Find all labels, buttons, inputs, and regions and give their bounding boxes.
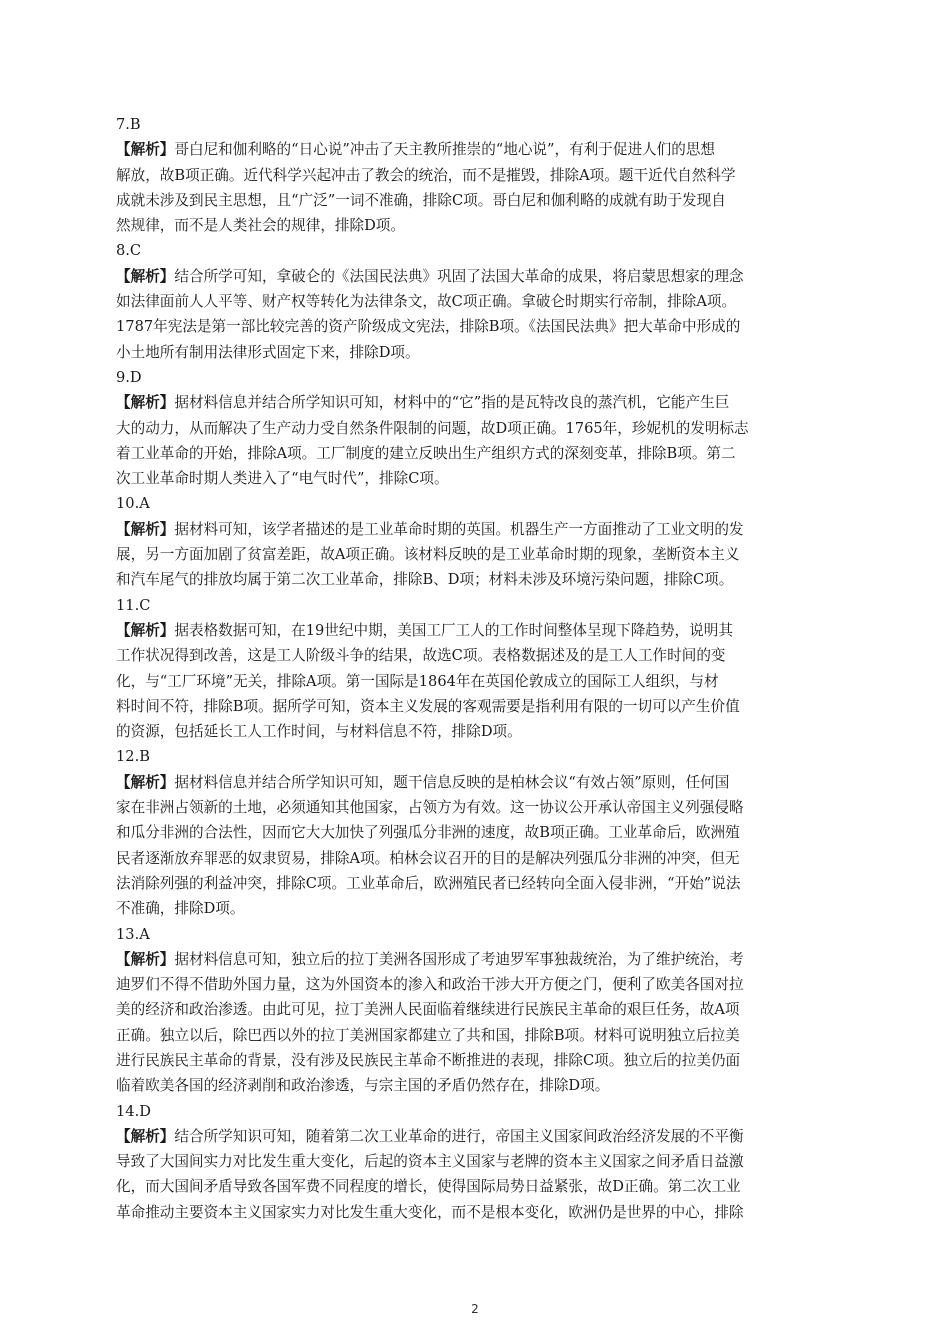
- question-block: [116, 112, 842, 238]
- explanation-first-line: [116, 770, 842, 795]
- explanation-label: 【解析】: [116, 267, 175, 285]
- explanation-line: 如法律面前人人平等、财产权等转化为法律条文，故C项正确。拿破仑时期实行帝制，排除A项。: [116, 293, 737, 311]
- explanation-label: 【解析】: [116, 621, 175, 639]
- explanation-line: 导致了大国间实力对比发生重大变化，后起的资本主义国家与老牌的资本主义国家之间矛盾日益激: [116, 1153, 744, 1171]
- question-block: [116, 238, 842, 364]
- explanation-text: 据材料信息并结合所学知识可知，材料中的“它”指的是瓦特改良的蒸汽机，它能产生巨: [174, 394, 730, 412]
- explanation-line: 的资源，包括延长工人工作时间，与材料信息不符，排除D项。: [116, 723, 522, 741]
- question-block: [116, 744, 842, 921]
- explanation-line: 展，另一方面加剧了贫富差距，故A项正确。该材料反映的是工业革命时期的现象，垄断资本主义: [116, 546, 740, 564]
- explanation-line: 次工业革命时期人类进入了“电气时代”，排除C项。: [116, 470, 449, 488]
- explanation-text: 据材料信息并结合所学知识可知，题干信息反映的是柏林会议“有效占领”原则，任何国: [174, 773, 730, 791]
- explanation-line: 解放，故B项正确。近代科学兴起冲击了教会的统治，而不是摧毁，排除A项。题干近代自然科学: [116, 166, 736, 184]
- page-number: 2: [471, 1302, 479, 1316]
- answer-key: 12.B: [116, 748, 150, 766]
- explanation-line: 小土地所有制用法律形式固定下来，排除D项。: [116, 343, 420, 361]
- explanation-label: 【解析】: [116, 950, 175, 968]
- explanation-line: 法消除列强的利益冲突，排除C项。工业革命后，欧洲殖民者已经转向全面入侵非洲，“开始”说法: [116, 874, 741, 892]
- question-block: [116, 593, 842, 745]
- answer-key: 9.D: [116, 368, 142, 386]
- explanation-label: 【解析】: [116, 394, 175, 412]
- explanation-text: 据表格数据可知，在19世纪中期，美国工厂工人的工作时间整体呈现下降趋势，说明其: [174, 621, 733, 639]
- explanation-text: 结合所学可知，拿破仑的《法国民法典》巩固了法国大革命的成果，将启蒙思想家的理念: [174, 267, 744, 285]
- explanation-first-line: [116, 390, 842, 415]
- explanation-label: 【解析】: [116, 1127, 175, 1145]
- explanation-label: 【解析】: [116, 773, 175, 791]
- explanation-line: 着工业革命的开始，排除A项。工厂制度的建立反映出生产组织方式的深刻变革，排除B项。第二: [116, 444, 736, 462]
- explanation-line: 迪罗们不得不借助外国力量，这为外国资本的渗入和政治干涉大开方便之门，便利了欧美各国对拉: [116, 976, 744, 994]
- explanation-text: 结合所学知识可知，随着第二次工业革命的进行，帝国主义国家间政治经济发展的不平衡: [174, 1127, 744, 1145]
- explanation-line: 化，而大国间矛盾导致各国军费不同程度的增长，使得国际局势日益紧张，故D正确。第二次工业: [116, 1178, 741, 1196]
- explanation-first-line: [116, 1124, 842, 1149]
- explanation-line: 大的动力，从而解决了生产动力受自然条件限制的问题，故D项正确。1765年，珍妮机的发明标志: [116, 419, 749, 437]
- explanation-line: 美的经济和政治渗透。由此可见，拉丁美洲人民面临着继续进行民族民主革命的艰巨任务，故A项: [116, 1001, 740, 1019]
- explanation-line: 民者逐渐放弃罪恶的奴隶贸易，排除A项。柏林会议召开的目的是解决列强瓜分非洲的冲突，但无: [116, 849, 740, 867]
- explanation-first-line: [116, 517, 842, 542]
- answer-key: 11.C: [116, 596, 151, 614]
- explanation-text: 哥白尼和伽利略的“日心说”冲击了天主教所推崇的“地心说”，有利于促进人们的思想: [174, 141, 716, 159]
- question-block: [116, 491, 842, 592]
- explanation-line: 正确。独立以后，除巴西以外的拉丁美洲国家都建立了共和国，排除B项。材料可说明独立后拉美: [116, 1026, 740, 1044]
- answer-explanations: [116, 112, 842, 1225]
- answer-key: 13.A: [116, 925, 150, 943]
- explanation-line: 工作状况得到改善，这是工人阶级斗争的结果，故选C项。表格数据述及的是工人工作时间的变: [116, 647, 726, 665]
- question-block: [116, 922, 842, 1099]
- explanation-line: 化，与“工厂环境”无关，排除A项。第一国际是1864年在英国伦敦成立的国际工人组织，与材: [116, 672, 719, 690]
- explanation-line: 然规律，而不是人类社会的规律，排除D项。: [116, 217, 405, 235]
- explanation-line: 进行民族民主革命的背景，没有涉及民族民主革命不断推进的表现，排除C项。独立后的拉美仍面: [116, 1051, 741, 1069]
- question-block: [116, 1099, 842, 1225]
- explanation-first-line: [116, 264, 842, 289]
- answer-key: 7.B: [116, 116, 141, 133]
- explanation-first-line: [116, 947, 842, 972]
- explanation-line: 成就未涉及到民主思想，且“广泛”一词不准确，排除C项。哥白尼和伽利略的成就有助于发现自: [116, 191, 726, 209]
- answer-key: 14.D: [116, 1102, 151, 1120]
- question-block: [116, 365, 842, 491]
- explanation-line: 临着欧美各国的经济剥削和政治渗透，与宗主国的矛盾仍然存在，排除D项。: [116, 1077, 610, 1095]
- explanation-text: 据材料可知，该学者描述的是工业革命时期的英国。机器生产一方面推动了工业文明的发: [174, 520, 744, 538]
- explanation-first-line: [116, 618, 842, 643]
- explanation-label: 【解析】: [116, 520, 175, 538]
- explanation-first-line: [116, 137, 842, 162]
- explanation-text: 据材料信息可知，独立后的拉丁美洲各国形成了考迪罗军事独裁统治，为了维护统治，考: [174, 950, 744, 968]
- answer-key: 10.A: [116, 495, 150, 513]
- explanation-line: 和汽车尾气的排放均属于第二次工业革命，排除B、D项；材料未涉及环境污染问题，排除C项。: [116, 571, 734, 589]
- explanation-line: 家在非洲占领新的土地，必须通知其他国家，占领方为有效。这一协议公开承认帝国主义列强侵略: [116, 799, 744, 817]
- explanation-line: 料时间不符，排除B项。据所学可知，资本主义发展的客观需要是指利用有限的一切可以产生价值: [116, 697, 740, 715]
- answer-key: 8.C: [116, 242, 142, 260]
- explanation-label: 【解析】: [116, 141, 175, 159]
- explanation-line: 革命推动主要资本主义国家实力对比发生重大变化，而不是根本变化，欧洲仍是世界的中心，排除: [116, 1203, 744, 1221]
- explanation-line: 和瓜分非洲的合法性，因而它大大加快了列强瓜分非洲的速度，故B项正确。工业革命后，欧洲殖: [116, 824, 740, 842]
- explanation-line: 1787年宪法是第一部比较完善的资产阶级成文宪法，排除B项。《法国民法典》把大革命中形成的: [116, 318, 741, 336]
- explanation-line: 不准确，排除D项。: [116, 900, 245, 918]
